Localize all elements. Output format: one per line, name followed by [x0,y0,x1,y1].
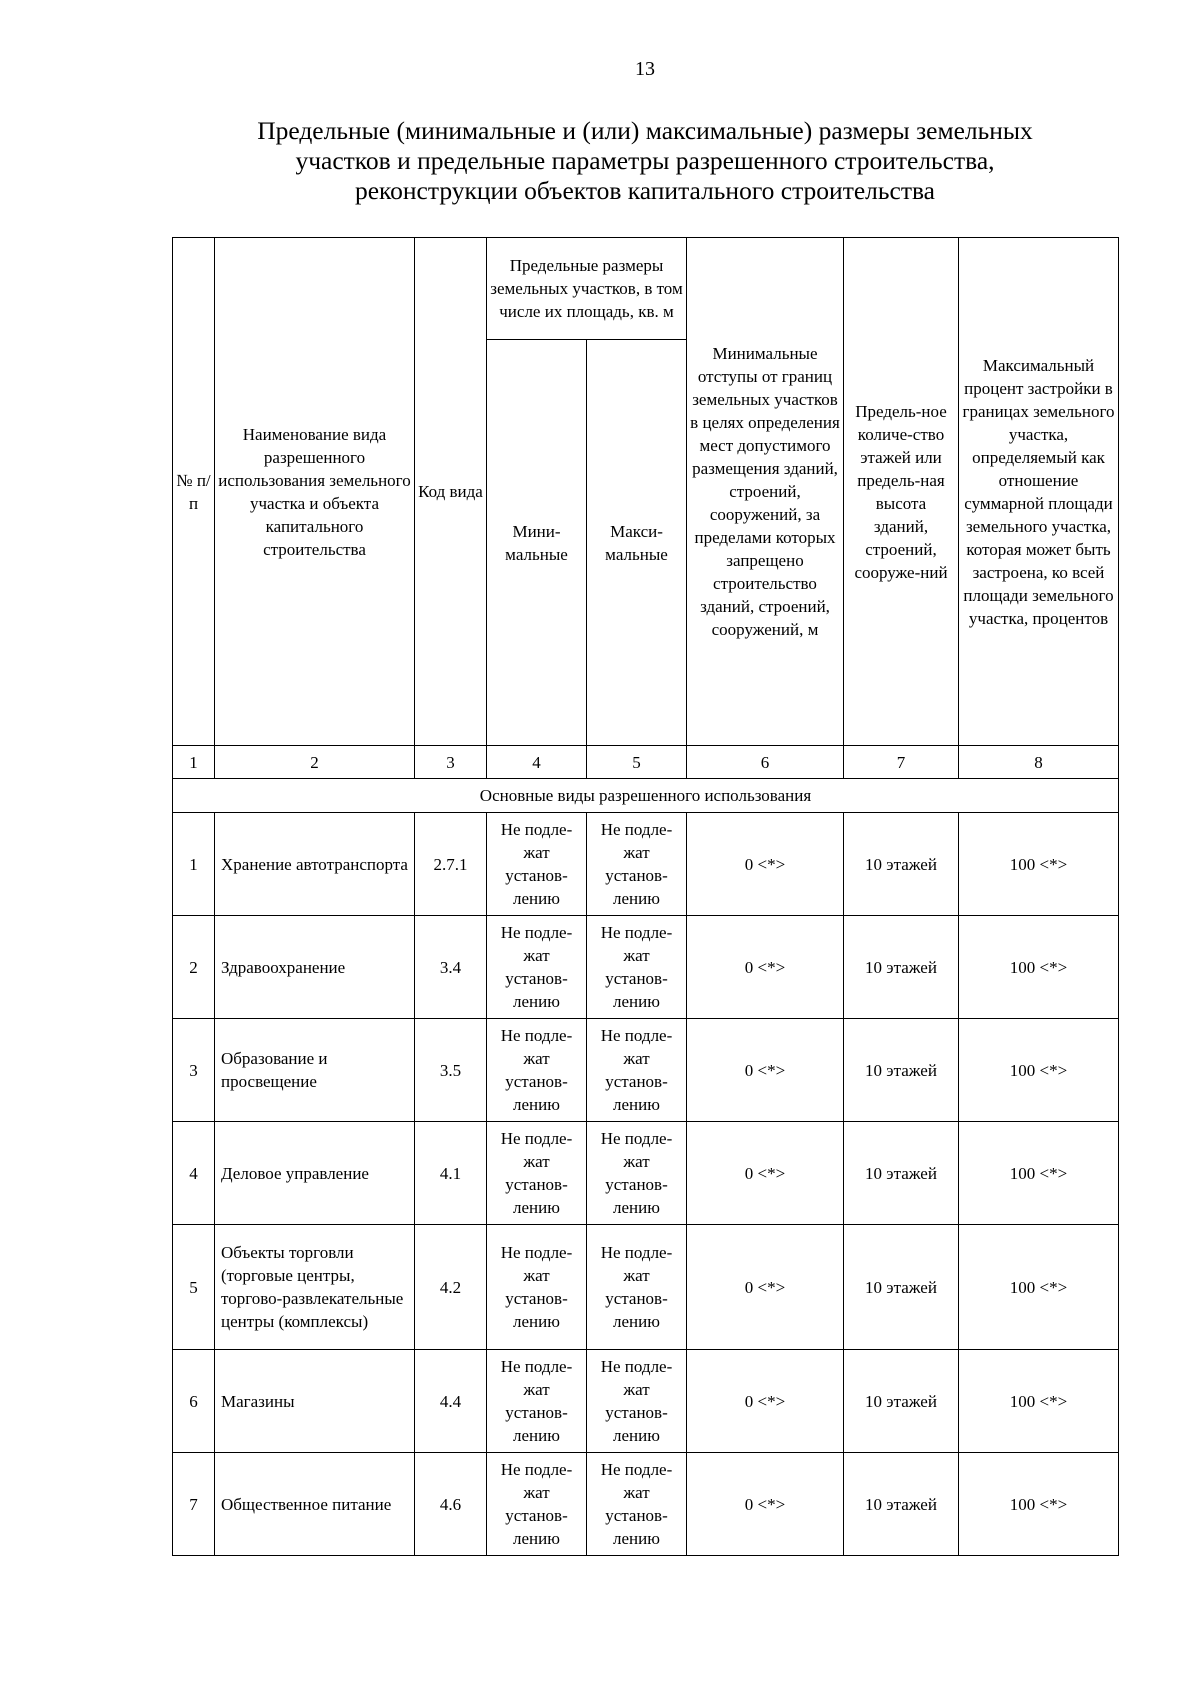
cell-max: Не подле-жат установ-лению [587,1453,687,1556]
cell-min: Не подле-жат установ-лению [487,1019,587,1122]
header-setback: Минимальные отступы от границ земельных участков в целях определения мест допустимого размещения зданий, строений, сооружений, за пределами которых запрещено строительство зданий, строений, сооружений, м [687,238,844,746]
table-header [173,238,1119,813]
cell-min: Не подле-жат установ-лению [487,813,587,916]
cell-min: Не подле-жат установ-лению [487,1350,587,1453]
column-number: 7 [844,746,959,779]
cell-setback: 0 <*> [687,1225,844,1350]
header-min: Мини-мальные [487,340,587,746]
cell-floors: 10 этажей [844,1225,959,1350]
title-line: реконструкции объектов капитального строительства [354,176,935,205]
document-title [195,116,1095,206]
table-row [173,1122,1119,1225]
cell-setback: 0 <*> [687,1453,844,1556]
table-row [173,1019,1119,1122]
cell-setback: 0 <*> [687,1019,844,1122]
cell-setback: 0 <*> [687,916,844,1019]
cell-max: Не подле-жат установ-лению [587,813,687,916]
title-line: Предельные (минимальные и (или) максимальные) размеры земельных [257,116,1033,145]
table-row [173,1453,1119,1556]
header-name: Наименование вида разрешенного использования земельного участка и объекта капитального строительства [215,238,415,746]
cell-code: 4.1 [415,1122,487,1225]
cell-num: 5 [173,1225,215,1350]
cell-num: 6 [173,1350,215,1453]
header-floors: Предель-ное количе-ство этажей или предель-ная высота зданий, строений, сооруже-ний [844,238,959,746]
cell-floors: 10 этажей [844,916,959,1019]
table-body [173,813,1119,1556]
cell-code: 4.2 [415,1225,487,1350]
table-row [173,1225,1119,1350]
cell-coverage: 100 <*> [959,813,1119,916]
cell-num: 4 [173,1122,215,1225]
column-number: 1 [173,746,215,779]
header-coverage: Максимальный процент застройки в границах земельного участка, определяемый как отношение суммарной площади земельного участка, которая может быть застроена, ко всей площади земельного участка, процентов [959,238,1119,746]
cell-coverage: 100 <*> [959,1225,1119,1350]
cell-min: Не подле-жат установ-лению [487,1453,587,1556]
cell-code: 3.5 [415,1019,487,1122]
cell-floors: 10 этажей [844,1453,959,1556]
cell-num: 7 [173,1453,215,1556]
header-num: № п/п [173,238,215,746]
page-number: 13 [635,58,655,80]
cell-min: Не подле-жат установ-лению [487,1122,587,1225]
cell-max: Не подле-жат установ-лению [587,916,687,1019]
header-code: Код вида [415,238,487,746]
column-numbers-row [173,746,1119,779]
column-number: 6 [687,746,844,779]
cell-floors: 10 этажей [844,813,959,916]
cell-coverage: 100 <*> [959,1350,1119,1453]
cell-coverage: 100 <*> [959,1019,1119,1122]
cell-code: 3.4 [415,916,487,1019]
cell-min: Не подле-жат установ-лению [487,916,587,1019]
section-row [173,779,1119,813]
cell-max: Не подле-жат установ-лению [587,1350,687,1453]
cell-coverage: 100 <*> [959,1453,1119,1556]
cell-setback: 0 <*> [687,1350,844,1453]
cell-name: Объекты торговли (торговые центры, торгово-развлекательные центры (комплексы) [215,1225,415,1350]
table-row [173,1350,1119,1453]
table-row [173,813,1119,916]
cell-name: Магазины [215,1350,415,1453]
section-title: Основные виды разрешенного использования [173,779,1119,813]
title-line: участков и предельные параметры разрешенного строительства, [295,146,995,175]
cell-name: Здравоохранение [215,916,415,1019]
cell-num: 2 [173,916,215,1019]
cell-num: 1 [173,813,215,916]
cell-num: 3 [173,1019,215,1122]
cell-max: Не подле-жат установ-лению [587,1225,687,1350]
header-max: Макси-мальные [587,340,687,746]
cell-coverage: 100 <*> [959,916,1119,1019]
column-number: 3 [415,746,487,779]
cell-name: Хранение автотранспорта [215,813,415,916]
cell-min: Не подле-жат установ-лению [487,1225,587,1350]
header-sizes: Предельные размеры земельных участков, в том числе их площадь, кв. м [487,238,687,340]
cell-coverage: 100 <*> [959,1122,1119,1225]
cell-code: 4.4 [415,1350,487,1453]
cell-floors: 10 этажей [844,1122,959,1225]
regulations-table [172,237,1119,1556]
cell-setback: 0 <*> [687,1122,844,1225]
column-number: 8 [959,746,1119,779]
cell-name: Общественное питание [215,1453,415,1556]
column-number: 2 [215,746,415,779]
cell-floors: 10 этажей [844,1350,959,1453]
cell-name: Образование и просвещение [215,1019,415,1122]
cell-code: 4.6 [415,1453,487,1556]
cell-max: Не подле-жат установ-лению [587,1122,687,1225]
column-number: 4 [487,746,587,779]
cell-code: 2.7.1 [415,813,487,916]
table-row [173,916,1119,1019]
column-number: 5 [587,746,687,779]
cell-name: Деловое управление [215,1122,415,1225]
cell-setback: 0 <*> [687,813,844,916]
cell-max: Не подле-жат установ-лению [587,1019,687,1122]
cell-floors: 10 этажей [844,1019,959,1122]
